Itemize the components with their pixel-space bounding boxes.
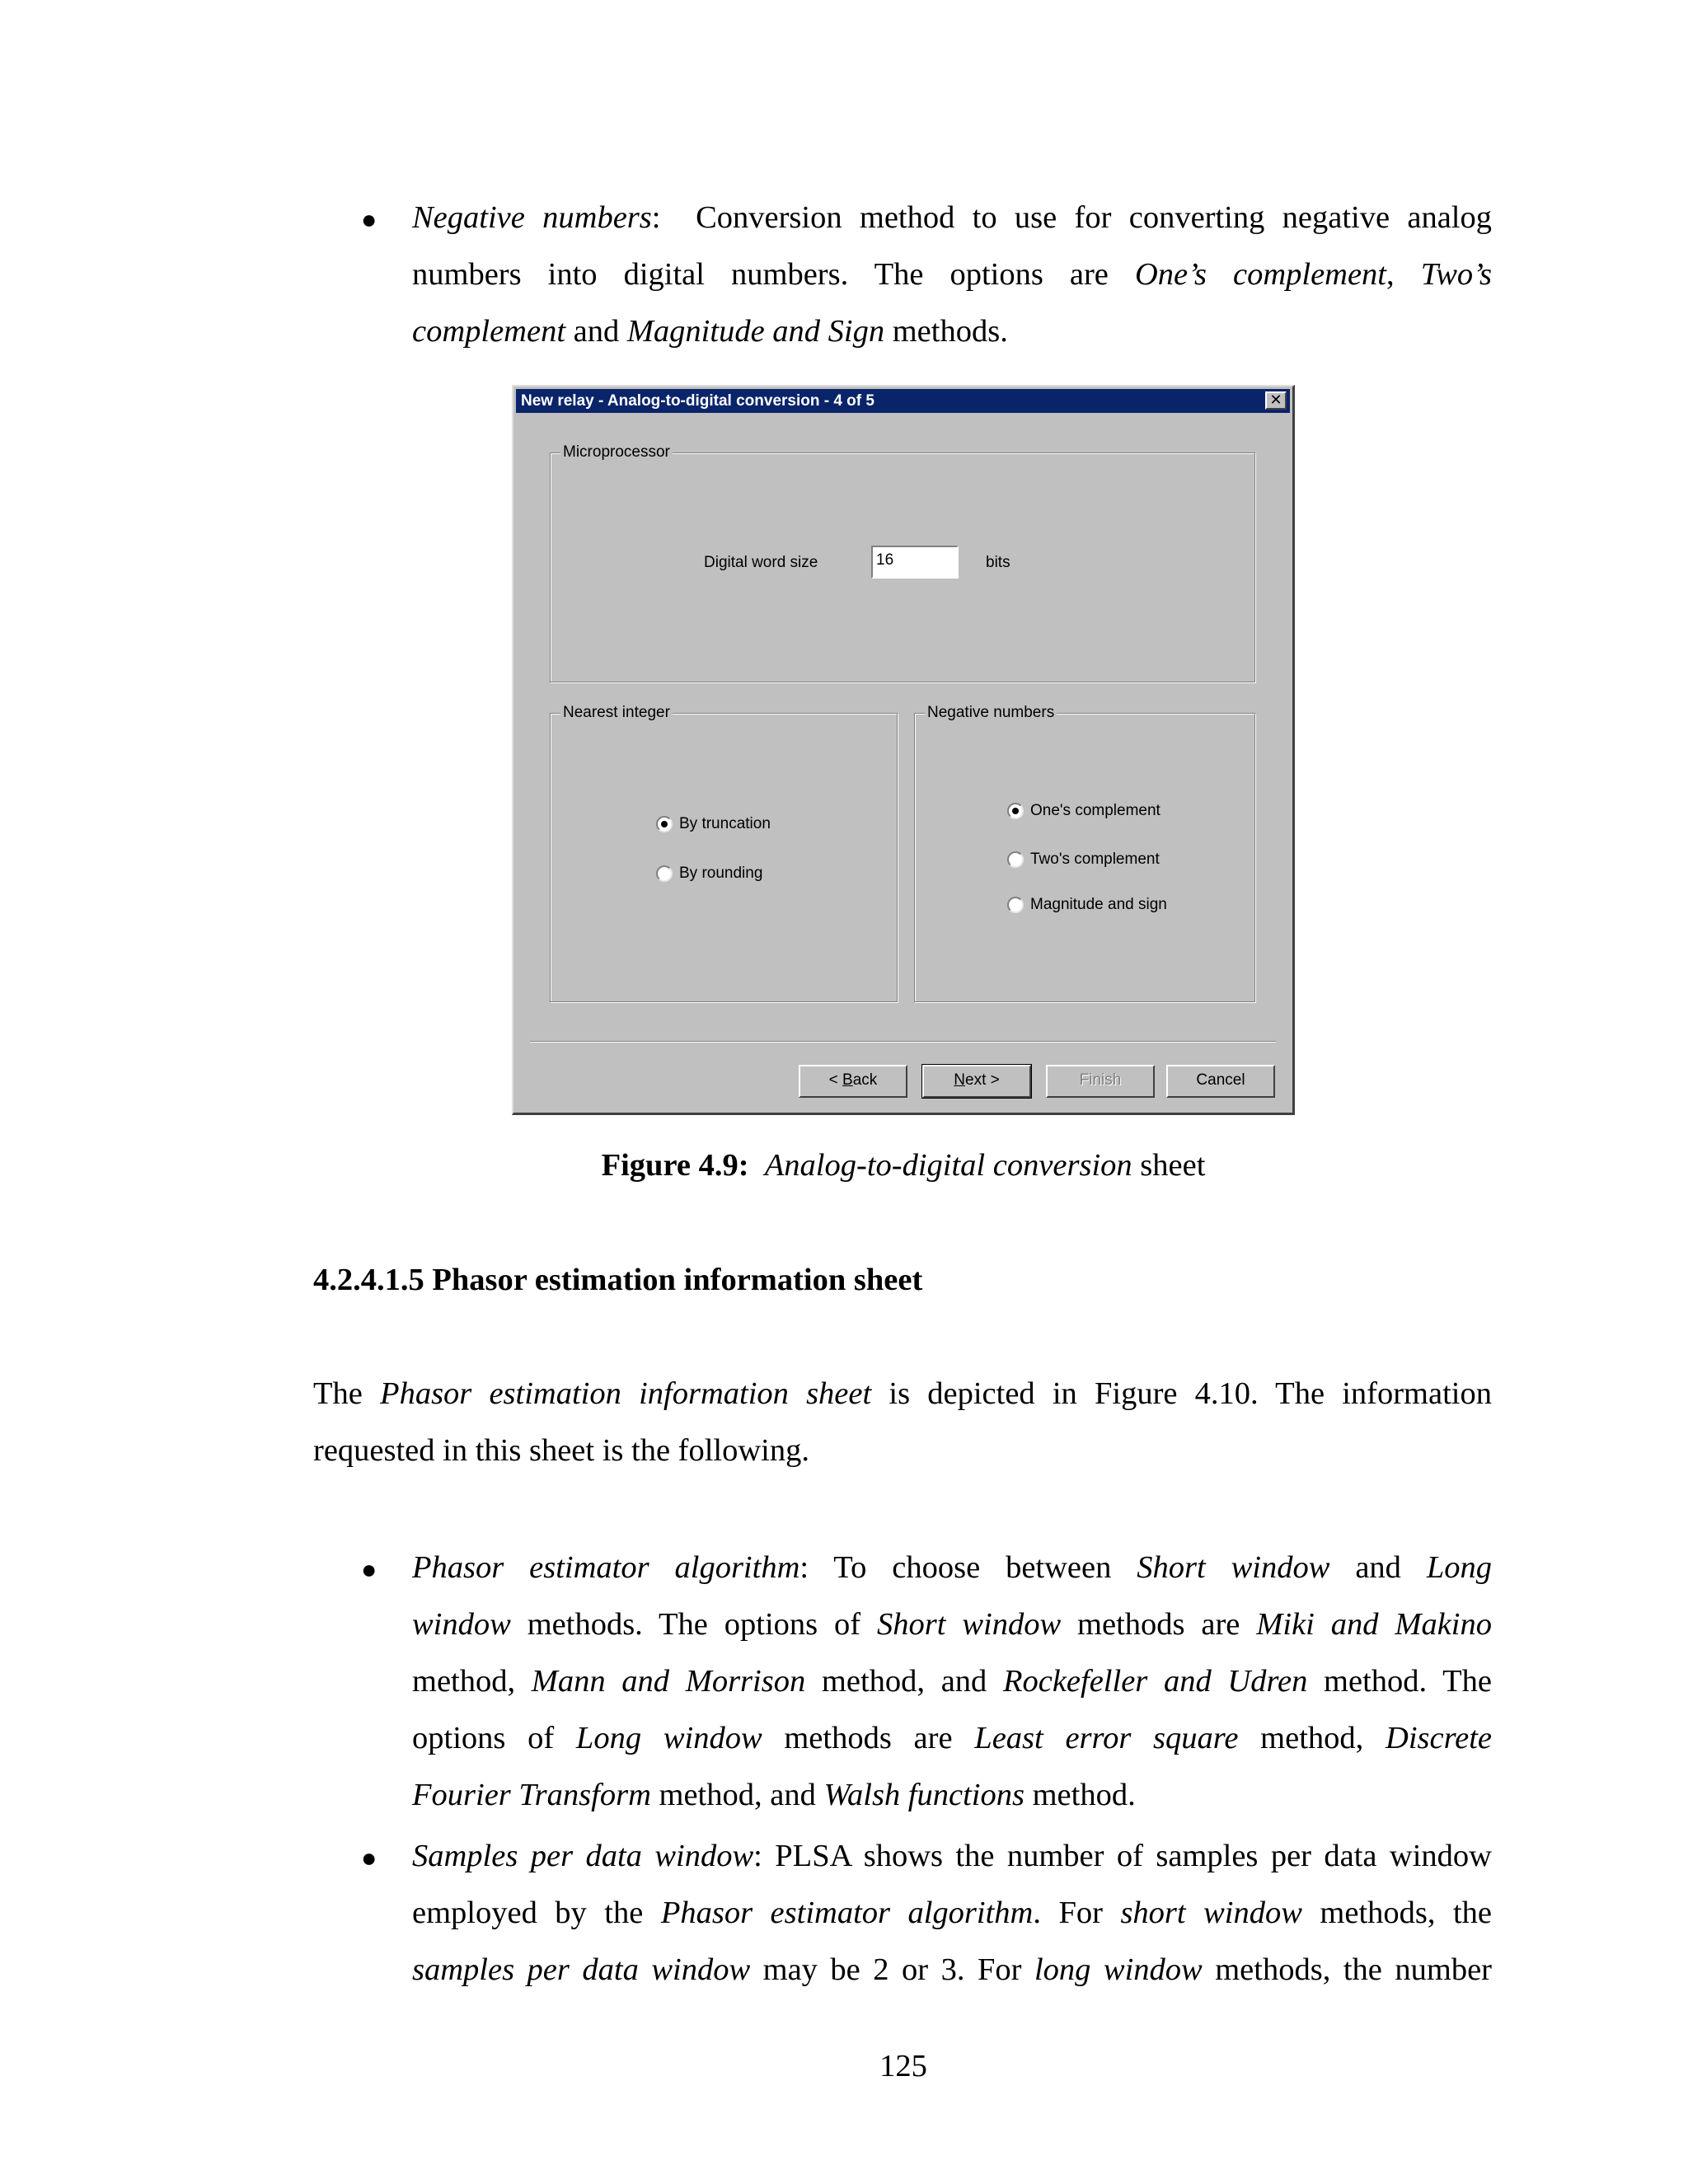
bullet3-line2: employed by the Phasor estimator algorithm. For short window methods, the — [412, 1896, 1493, 1930]
bullet2-line4: options of Long window methods are Least error square method, Discrete — [412, 1721, 1493, 1755]
radio-by-rounding-label[interactable]: By rounding — [679, 865, 763, 882]
microprocessor-group — [550, 443, 1255, 682]
bullet2-line3: method, Mann and Morrison method, and Rockefeller and Udren method. The — [412, 1664, 1492, 1699]
bullet3-line3: samples per data window may be 2 or 3. For long window methods, the number — [412, 1952, 1492, 1987]
microprocessor-group-label: Microprocessor — [560, 443, 673, 462]
bullet1-line3: complement and Magnitude and Sign methods. — [412, 314, 1008, 349]
next-button[interactable]: Next > — [922, 1065, 1031, 1098]
bullet-marker: ● — [361, 204, 377, 234]
bullet2-line2: window methods. The options of Short window methods are Miki and Makino — [412, 1607, 1492, 1642]
button-separator — [530, 1041, 1276, 1043]
intro-line1: The Phasor estimation information sheet is depicted in Figure 4.10. The information — [313, 1376, 1492, 1411]
figure-caption: Figure 4.9: Analog-to-digital conversion sheet — [601, 1148, 1206, 1183]
radio-ones-complement[interactable] — [1007, 803, 1024, 819]
radio-magnitude-and-sign-label[interactable]: Magnitude and sign — [1030, 896, 1167, 913]
radio-twos-complement[interactable] — [1007, 851, 1024, 868]
nearest-integer-group-label: Nearest integer — [560, 703, 673, 723]
negative-numbers-group-label: Negative numbers — [925, 703, 1057, 723]
word-size-label: Digital word size — [704, 554, 818, 571]
radio-by-truncation[interactable] — [656, 816, 673, 832]
dialog-title: New relay - Analog-to-digital conversion - 4 of 5 — [521, 392, 874, 410]
figure-label: Figure 4.9: — [601, 1148, 749, 1183]
radio-by-truncation-label[interactable]: By truncation — [679, 815, 771, 832]
section-heading: 4.2.4.1.5 Phasor estimation information sheet — [313, 1263, 923, 1297]
word-size-input[interactable]: 16 — [871, 546, 959, 579]
intro-line2: requested in this sheet is the following. — [313, 1433, 809, 1468]
bullet3-line1: Samples per data window: PLSA shows the number of samples per data window — [412, 1839, 1492, 1873]
bullet-marker: ● — [361, 1554, 377, 1584]
bullet2-line1: Phasor estimator algorithm: To choose between Short window and Long — [412, 1550, 1492, 1585]
nearest-integer-group — [550, 704, 898, 1002]
bullet2-line5: Fourier Transform method, and Walsh functions method. — [412, 1778, 1136, 1812]
cancel-button[interactable]: Cancel — [1166, 1065, 1275, 1098]
radio-magnitude-and-sign[interactable] — [1007, 897, 1024, 913]
word-size-unit: bits — [986, 554, 1010, 571]
negative-numbers-group — [914, 704, 1255, 1002]
bullet1-line2: numbers into digital numbers. The options are One’s complement, Two’s — [412, 257, 1493, 292]
adc-dialog — [512, 385, 1295, 1115]
bullet1-line1: Negative numbers: Conversion method to use for converting negative analog — [412, 200, 1493, 235]
radio-by-rounding[interactable] — [656, 865, 673, 882]
radio-twos-complement-label[interactable]: Two's complement — [1030, 851, 1160, 868]
bullet-marker: ● — [361, 1843, 377, 1872]
dialog-titlebar — [516, 389, 1290, 413]
close-icon[interactable]: ✕ — [1265, 391, 1287, 410]
radio-ones-complement-label[interactable]: One's complement — [1030, 802, 1160, 819]
finish-button[interactable]: Finish — [1046, 1065, 1155, 1098]
back-button[interactable]: < Back — [799, 1065, 907, 1098]
term-negative-numbers: Negative numbers — [412, 200, 652, 235]
figure-title: Analog-to-digital conversion — [764, 1148, 1132, 1183]
page-number: 125 — [879, 2049, 927, 2083]
